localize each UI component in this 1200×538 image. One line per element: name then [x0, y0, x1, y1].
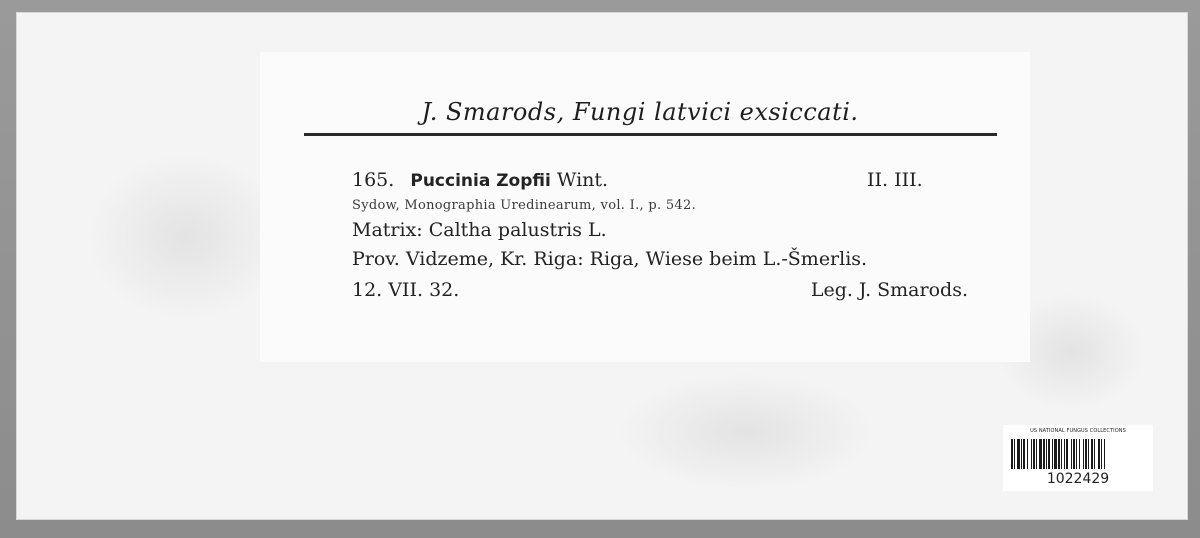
- barcode-number: 1022429: [1046, 471, 1110, 487]
- spore-stages: II. III.: [867, 169, 923, 191]
- barcode-stripe: [1083, 439, 1084, 469]
- barcode-stripe: [1048, 439, 1050, 469]
- barcode-stripe: [1027, 439, 1028, 469]
- collector: Leg. J. Smarods.: [810, 279, 968, 301]
- barcode-stripe: [1039, 439, 1042, 469]
- barcode-stripe: [1017, 439, 1020, 469]
- barcode-stripe: [1021, 439, 1022, 469]
- barcode-stripe: [1098, 439, 1100, 469]
- barcode-stripe: [1054, 439, 1057, 469]
- barcode-stripe: [1036, 439, 1037, 469]
- barcode-stripe: [1043, 439, 1045, 469]
- barcode-stripe: [1101, 439, 1102, 469]
- species-line: [352, 169, 608, 191]
- barcode-stripe: [1064, 439, 1065, 469]
- barcode-stripe: [1085, 439, 1087, 469]
- matrix-line: Matrix: Caltha palustris L.: [352, 219, 607, 241]
- species-name: Puccinia Zopfii: [410, 171, 551, 191]
- species-author: Wint.: [556, 169, 609, 191]
- header-rule: [304, 133, 997, 136]
- paper-stain: [86, 152, 286, 322]
- exsiccata-number: 165.: [352, 169, 395, 191]
- locality-line: Prov. Vidzeme, Kr. Riga: Riga, Wiese beim L.-Šmerlis.: [352, 248, 868, 270]
- literature-reference: Sydow, Monographia Uredinearum, vol. I., p. 542.: [352, 198, 697, 213]
- barcode-stripe: [1014, 439, 1015, 469]
- barcode-bars: [1011, 439, 1145, 469]
- barcode-stripe: [1046, 439, 1047, 469]
- barcode-stripe: [1052, 439, 1053, 469]
- barcode-stripe: [1033, 439, 1035, 469]
- barcode-stripe: [1088, 439, 1089, 469]
- barcode-stripe: [1076, 439, 1077, 469]
- barcode-stripe: [1066, 439, 1068, 469]
- barcode-institution: US NATIONAL FUNGUS COLLECTIONS: [1030, 428, 1126, 434]
- label-header: J. Smarods, Fungi latvici exsiccati.: [421, 98, 859, 126]
- barcode-label: [1003, 425, 1153, 491]
- barcode-stripe: [1071, 439, 1072, 469]
- barcode-stripe: [1104, 439, 1105, 469]
- paper-stain: [616, 372, 876, 492]
- barcode-stripe: [1023, 439, 1025, 469]
- barcode-stripe: [1079, 439, 1080, 469]
- barcode-stripe: [1031, 439, 1032, 469]
- barcode-stripe: [1094, 439, 1095, 469]
- barcode-stripe: [1011, 439, 1013, 469]
- date-collector-line: [352, 279, 968, 301]
- barcode-stripe: [1091, 439, 1093, 469]
- barcode-stripe: [1073, 439, 1075, 469]
- barcode-stripe: [1061, 439, 1062, 469]
- barcode-stripe: [1058, 439, 1060, 469]
- collection-date: 12. VII. 32.: [352, 279, 460, 301]
